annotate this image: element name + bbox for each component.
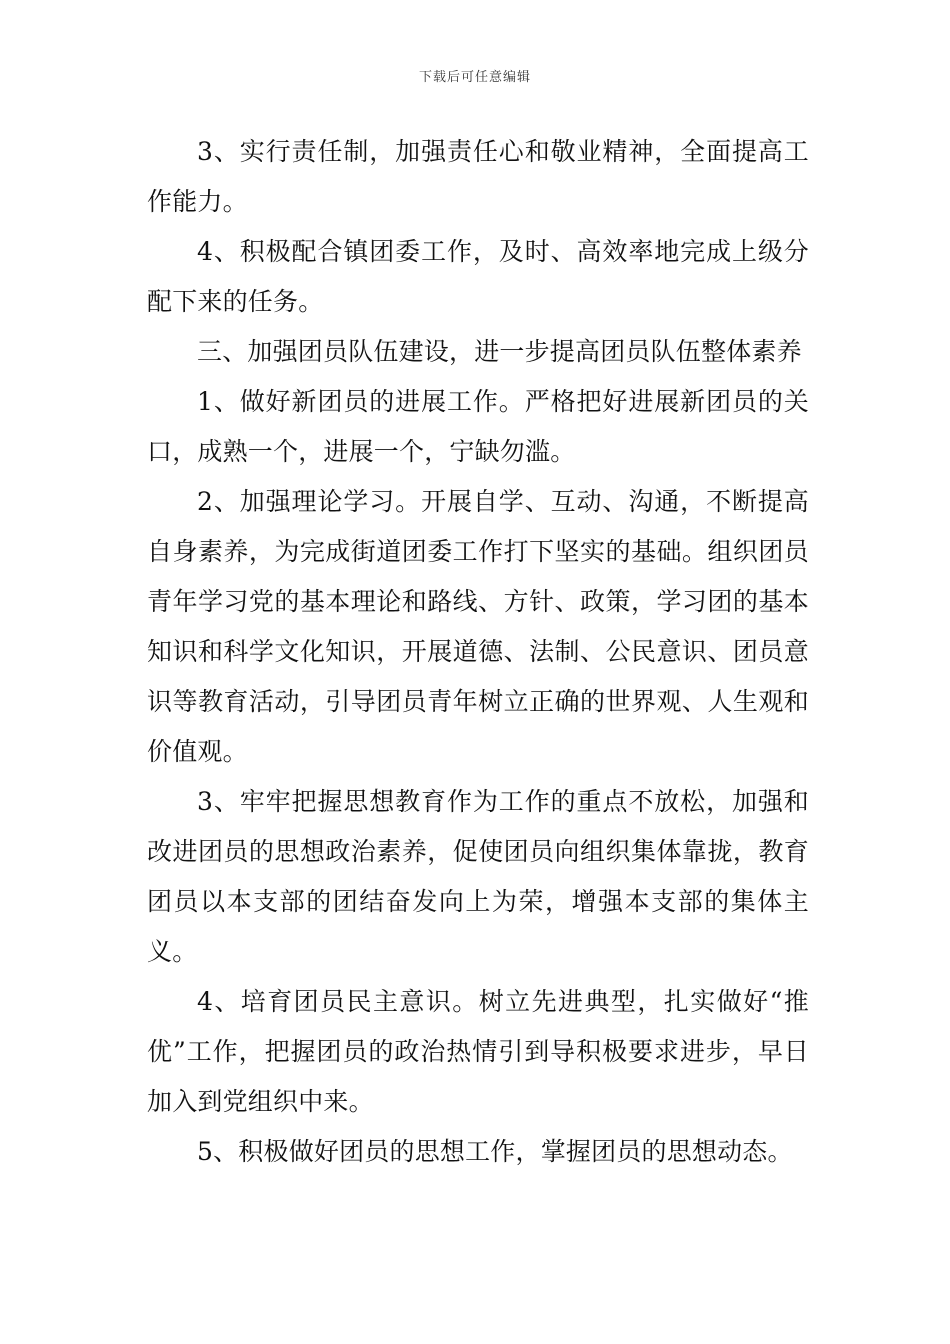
paragraph-item-2-theory-study: 2、加强理论学习。开展自学、互动、沟通，不断提高自身素养，为完成街道团委工作打下坚实的基础。组织团员青年学习党的基本理论和路线、方针、政策，学习团的基本知识和科学文化知识，开展道德、法制、公民意识、团员意识等教育活动，引导团员青年树立正确的世界观、人生观和价值观。 <box>147 487 809 766</box>
paragraph-item-1-new-members: 1、做好新团员的进展工作。严格把好进展新团员的关口，成熟一个，进展一个，宁缺勿滥。 <box>147 387 809 466</box>
section-heading: 三、加强团员队伍建设，进一步提高团员队伍整体素养 <box>197 337 802 366</box>
paragraph-item-3-responsibility: 3、实行责任制，加强责任心和敬业精神，全面提高工作能力。 <box>147 137 809 216</box>
paragraph-item-3-ideological-education: 3、牢牢把握思想教育作为工作的重点不放松，加强和改进团员的思想政治素养，促使团员向组织集体靠拢，教育团员以本支部的团结奋发向上为荣，增强本支部的集体主义。 <box>147 787 809 966</box>
paragraph-item-4-cooperate: 4、积极配合镇团委工作，及时、高效率地完成上级分配下来的任务。 <box>147 237 809 316</box>
paragraph-item-5-ideological-work: 5、积极做好团员的思想工作，掌握团员的思想动态。 <box>197 1137 793 1166</box>
header-note: 下载后可任意编辑 <box>418 70 531 85</box>
paragraph-item-4-democratic-awareness: 4、培育团员民主意识。树立先进典型，扎实做好“推优”工作，把握团员的政治热情引到导积极要求进步，早日加入到党组织中来。 <box>147 987 809 1116</box>
document-body <box>147 127 809 1177</box>
